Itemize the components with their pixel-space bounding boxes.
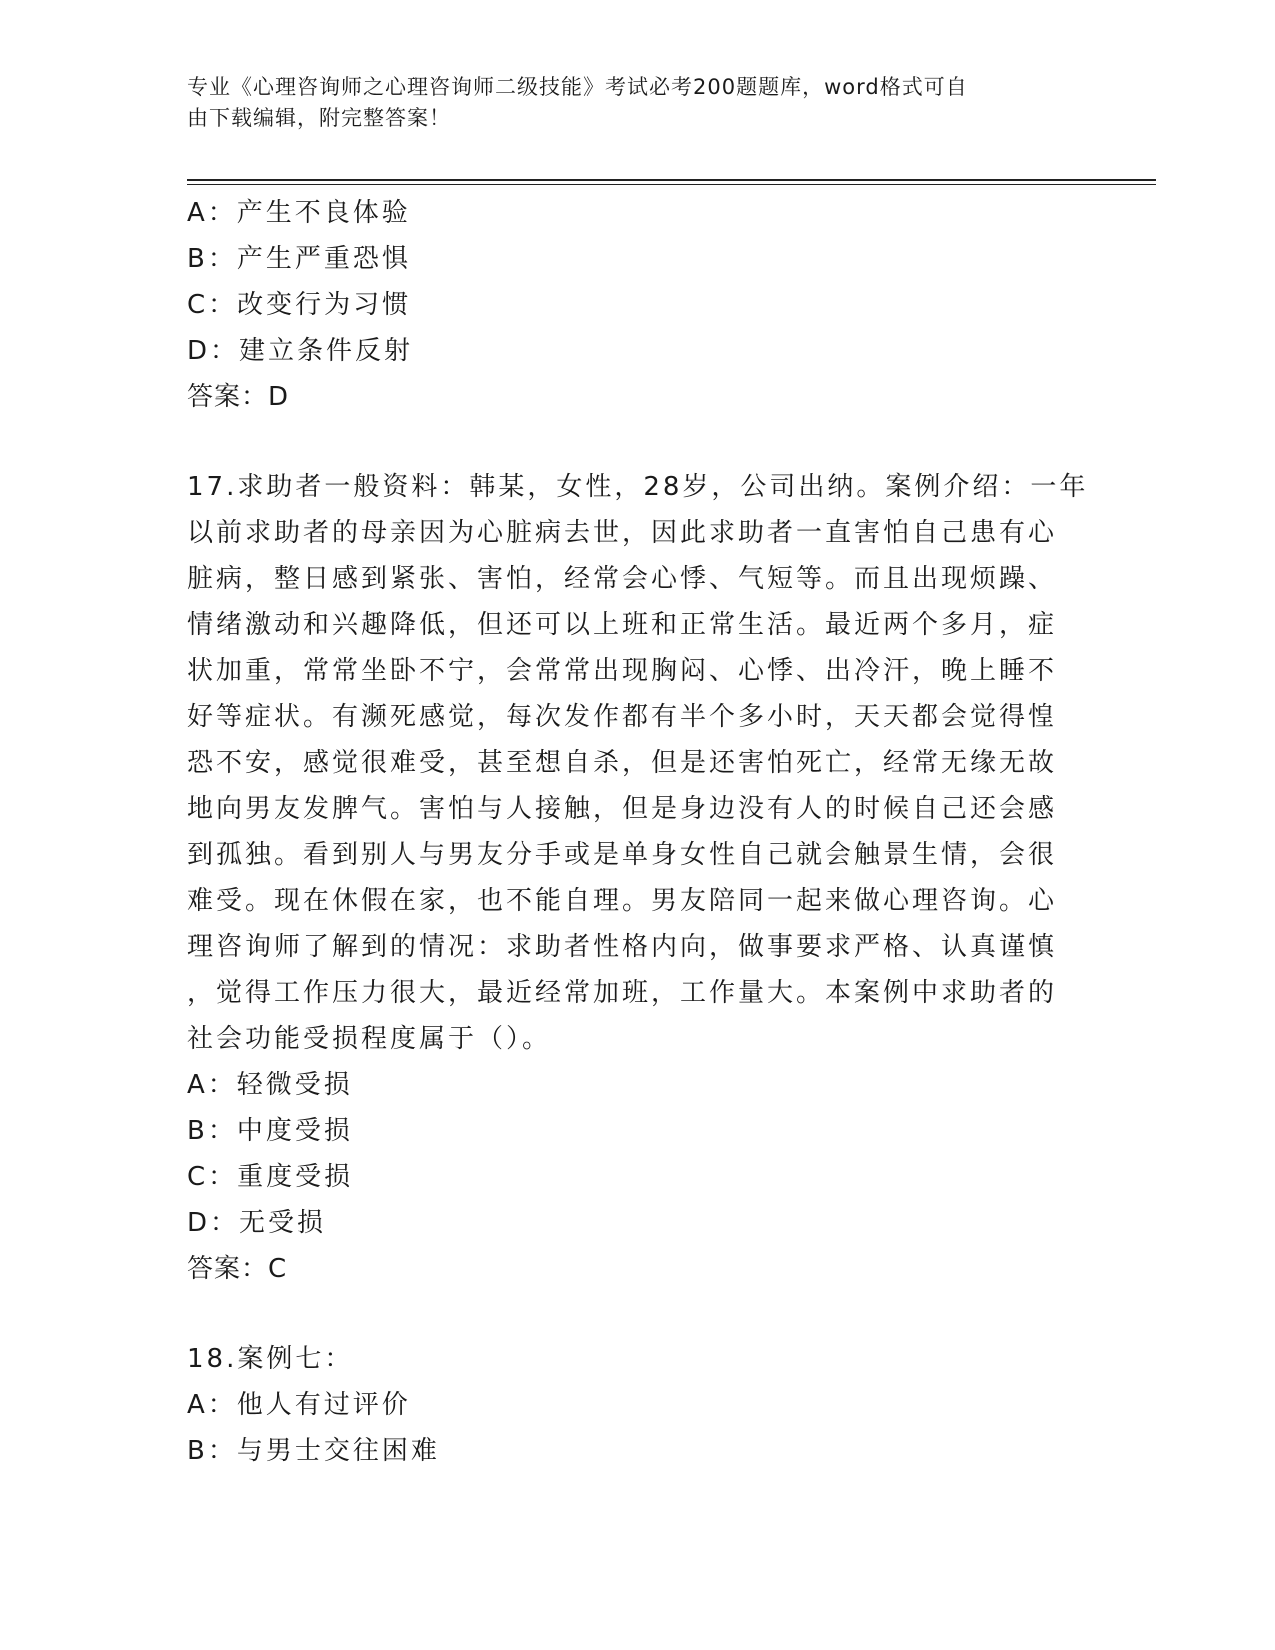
question-16-block bbox=[187, 190, 1067, 420]
question-17-stem-line: 难受。现在休假在家，也不能自理。男友陪同一起来做心理咨询。心 bbox=[187, 886, 1058, 916]
question-17-stem-line: 17.求助者一般资料：韩某，女性，28岁，公司出纳。案例介绍：一年 bbox=[187, 472, 1089, 502]
question-17-block bbox=[187, 464, 1089, 1292]
question-17-stem-line: 理咨询师了解到的情况：求助者性格内向，做事要求严格、认真谨慎 bbox=[187, 932, 1058, 962]
question-17-stem-line: 情绪激动和兴趣降低，但还可以上班和正常生活。最近两个多月，症 bbox=[187, 610, 1058, 640]
question-17-stem-line: 好等症状。有濒死感觉，每次发作都有半个多小时，天天都会觉得惶 bbox=[187, 702, 1058, 732]
answer-line: 答案：C bbox=[187, 1254, 288, 1284]
option-c: C：重度受损 bbox=[187, 1162, 354, 1192]
spacer bbox=[187, 420, 1067, 464]
question-17-stem-line: 状加重，常常坐卧不宁，会常常出现胸闷、心悸、出冷汗，晚上睡不 bbox=[187, 656, 1058, 686]
document-header bbox=[187, 72, 1067, 134]
option-a: A：轻微受损 bbox=[187, 1070, 353, 1100]
header-line-1: 专业《心理咨询师之心理咨询师二级技能》考试必考200题题库，word格式可自 bbox=[187, 75, 968, 99]
header-divider-thin bbox=[187, 184, 1156, 185]
option-d: D：无受损 bbox=[187, 1208, 327, 1238]
option-a: A：他人有过评价 bbox=[187, 1390, 411, 1420]
question-17-stem-line: ，觉得工作压力很大，最近经常加班，工作量大。本案例中求助者的 bbox=[187, 978, 1058, 1008]
question-18-block bbox=[187, 1336, 1067, 1474]
option-b: B：与男士交往困难 bbox=[187, 1436, 440, 1466]
question-18-stem: 18.案例七： bbox=[187, 1344, 354, 1374]
question-17-stem-line: 地向男友发脾气。害怕与人接触，但是身边没有人的时候自己还会感 bbox=[187, 794, 1058, 824]
question-content bbox=[187, 190, 1089, 1474]
option-a: A：产生不良体验 bbox=[187, 198, 411, 228]
question-17-stem-line: 脏病，整日感到紧张、害怕，经常会心悸、气短等。而且出现烦躁、 bbox=[187, 564, 1058, 594]
option-b: B：产生严重恐惧 bbox=[187, 244, 411, 274]
header-line-2: 由下载编辑，附完整答案！ bbox=[187, 106, 451, 130]
question-17-stem-line: 社会功能受损程度属于（）。 bbox=[187, 1024, 552, 1054]
answer-line: 答案：D bbox=[187, 382, 290, 412]
question-17-stem-line: 以前求助者的母亲因为心脏病去世，因此求助者一直害怕自己患有心 bbox=[187, 518, 1058, 548]
option-b: B：中度受损 bbox=[187, 1116, 353, 1146]
header-divider-thick bbox=[187, 179, 1156, 181]
option-d: D：建立条件反射 bbox=[187, 336, 414, 366]
spacer bbox=[187, 1292, 1067, 1336]
question-17-stem-line: 恐不安，感觉很难受，甚至想自杀，但是还害怕死亡，经常无缘无故 bbox=[187, 748, 1058, 778]
option-c: C：改变行为习惯 bbox=[187, 290, 412, 320]
question-17-stem-line: 到孤独。看到别人与男友分手或是单身女性自己就会触景生情，会很 bbox=[187, 840, 1058, 870]
